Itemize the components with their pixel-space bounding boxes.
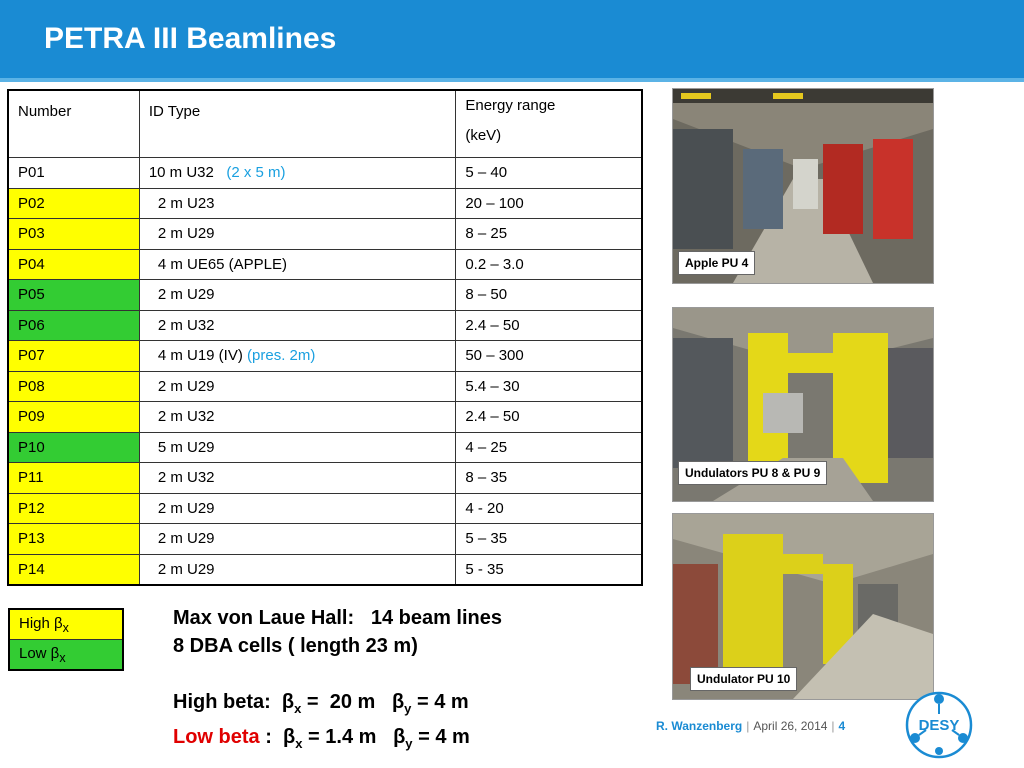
beamline-number-cell: P14 <box>8 554 139 585</box>
energy-range-cell: 5 - 35 <box>456 554 642 585</box>
id-type-cell <box>139 249 456 280</box>
low-beta-x-sub: x <box>295 736 303 751</box>
legend-high-sub: x <box>62 620 69 635</box>
table-row <box>8 402 642 433</box>
low-beta-colon: : <box>259 726 284 748</box>
id-type-cell <box>139 188 456 219</box>
low-beta-prefix: Low beta <box>173 726 260 748</box>
beamline-number-cell: P10 <box>8 432 139 463</box>
info-line-cells: 8 DBA cells ( length 23 m) <box>173 635 418 657</box>
energy-range-cell: 5 – 35 <box>456 524 642 555</box>
energy-range-cell: 50 – 300 <box>456 341 642 372</box>
high-beta-x-symbol: β <box>281 691 295 713</box>
id-type-cell <box>139 371 456 402</box>
header-id-type: ID Type <box>139 90 456 158</box>
table-row <box>8 158 642 189</box>
energy-range-cell: 20 – 100 <box>456 188 642 219</box>
legend-row-high <box>9 609 123 640</box>
table-row <box>8 219 642 250</box>
beamline-table-body <box>8 158 642 586</box>
header-energy-line1: Energy range <box>465 97 556 114</box>
legend-high-beta <box>9 609 123 640</box>
table-row <box>8 310 642 341</box>
energy-range-cell: 8 – 35 <box>456 463 642 494</box>
energy-range-cell: 8 – 50 <box>456 280 642 311</box>
footer-separator: | <box>831 719 835 733</box>
energy-range-cell: 2.4 – 50 <box>456 402 642 433</box>
table-row <box>8 371 642 402</box>
table-row <box>8 280 642 311</box>
photo-apple-pu4 <box>672 88 934 284</box>
footer-separator: | <box>746 719 750 733</box>
title-bar <box>0 0 1024 82</box>
id-type-cell <box>139 524 456 555</box>
beamline-number-cell: P08 <box>8 371 139 402</box>
energy-range-cell: 4 – 25 <box>456 432 642 463</box>
table-row <box>8 493 642 524</box>
header-energy-range <box>456 90 642 158</box>
legend-row-low <box>9 640 123 671</box>
title-bar-stripe <box>0 78 1024 82</box>
high-beta-x-value: = 20 m <box>301 691 392 713</box>
beamline-number-cell: P13 <box>8 524 139 555</box>
high-beta-prefix: High beta: <box>173 691 282 713</box>
footer-author: R. Wanzenberg <box>656 719 743 733</box>
id-type-text: 2 m U32 <box>157 469 215 487</box>
id-type-cell <box>139 402 456 433</box>
beamline-number-cell: P04 <box>8 249 139 280</box>
id-type-text: 2 m U29 <box>157 560 215 578</box>
photo-undulators-pu8-pu9 <box>672 307 934 502</box>
table-row <box>8 432 642 463</box>
info-line-high-beta <box>173 688 502 723</box>
header-energy-line2: (keV) <box>465 127 502 144</box>
energy-range-cell: 8 – 25 <box>456 219 642 250</box>
high-beta-x-sub: x <box>294 701 302 716</box>
beamline-number-cell: P09 <box>8 402 139 433</box>
energy-range-cell: 5.4 – 30 <box>456 371 642 402</box>
id-type-text: 4 m U19 (IV) <box>157 347 243 365</box>
beamline-number-cell: P05 <box>8 280 139 311</box>
table-row <box>8 554 642 585</box>
id-type-gap <box>214 164 227 181</box>
legend-table <box>8 608 124 671</box>
id-type-text: 2 m U29 <box>157 377 215 395</box>
id-type-text: 5 m U29 <box>157 438 215 456</box>
id-type-note: (pres. 2m) <box>247 347 316 365</box>
info-line-hall: Max von Laue Hall: 14 beam lines <box>173 607 503 629</box>
id-type-cell <box>139 310 456 341</box>
table-header-row <box>8 90 642 158</box>
high-beta-y-symbol: β <box>391 691 405 713</box>
id-type-text: 2 m U29 <box>157 530 215 548</box>
table-row <box>8 341 642 372</box>
photo-label-apple-pu4: Apple PU 4 <box>678 251 755 275</box>
id-type-text: 2 m U29 <box>157 286 215 304</box>
id-type-cell <box>139 219 456 250</box>
energy-range-cell: 5 – 40 <box>456 158 642 189</box>
beamline-number-cell: P03 <box>8 219 139 250</box>
id-type-text: 10 m U32 <box>148 164 214 182</box>
low-beta-y-value: = 4 m <box>412 726 470 748</box>
low-beta-y-sub: y <box>405 736 413 751</box>
energy-range-cell: 4 - 20 <box>456 493 642 524</box>
footer-date: April 26, 2014 <box>753 719 828 733</box>
table-row <box>8 249 642 280</box>
id-type-cell <box>139 432 456 463</box>
beamline-number-cell: P12 <box>8 493 139 524</box>
beamline-number-cell: P02 <box>8 188 139 219</box>
desy-logo <box>904 690 974 760</box>
legend-low-beta <box>9 640 123 671</box>
high-beta-y-value: = 4 m <box>411 691 469 713</box>
low-beta-x-value: = 1.4 m <box>302 726 394 748</box>
info-blank-line <box>173 660 502 688</box>
beamline-number-cell: P06 <box>8 310 139 341</box>
id-type-text: 2 m U29 <box>157 499 215 517</box>
id-type-text: 2 m U29 <box>157 225 215 243</box>
id-type-cell <box>139 158 456 189</box>
energy-range-cell: 2.4 – 50 <box>456 310 642 341</box>
id-type-cell <box>139 463 456 494</box>
low-beta-y-symbol: β <box>393 726 406 748</box>
id-type-cell <box>139 493 456 524</box>
table-row <box>8 188 642 219</box>
id-type-cell <box>139 280 456 311</box>
id-type-text: 4 m UE65 (APPLE) <box>157 255 288 273</box>
id-type-text: 2 m U23 <box>157 194 215 212</box>
legend-high-text: High β <box>19 614 63 632</box>
beamline-number-cell: P07 <box>8 341 139 372</box>
table-row <box>8 463 642 494</box>
legend-low-sub: x <box>59 650 66 665</box>
low-beta-x-symbol: β <box>283 726 296 748</box>
high-beta-y-sub: y <box>404 701 412 716</box>
id-type-cell <box>139 554 456 585</box>
id-type-text: 2 m U32 <box>157 408 215 426</box>
beamline-table <box>7 89 643 586</box>
info-text-block <box>173 604 502 758</box>
footer-page-number: 4 <box>838 719 846 733</box>
beamline-number-cell: P11 <box>8 463 139 494</box>
slide-title: PETRA III Beamlines <box>44 22 337 55</box>
photo-label-undulator-pu10: Undulator PU 10 <box>690 667 797 691</box>
info-line-low-beta <box>173 723 502 758</box>
id-type-text: 2 m U32 <box>157 316 215 334</box>
photo-undulator-pu10 <box>672 513 934 700</box>
id-type-cell <box>139 341 456 372</box>
energy-range-cell: 0.2 – 3.0 <box>456 249 642 280</box>
id-type-note: (2 x 5 m) <box>226 164 286 182</box>
desy-logo-text: DESY <box>918 717 960 734</box>
beamline-number-cell: P01 <box>8 158 139 189</box>
header-number: Number <box>8 90 139 158</box>
legend-low-text: Low β <box>19 644 60 662</box>
table-row <box>8 524 642 555</box>
photo-label-undulators-pu8-pu9: Undulators PU 8 & PU 9 <box>678 461 827 485</box>
slide-footer <box>656 719 845 733</box>
